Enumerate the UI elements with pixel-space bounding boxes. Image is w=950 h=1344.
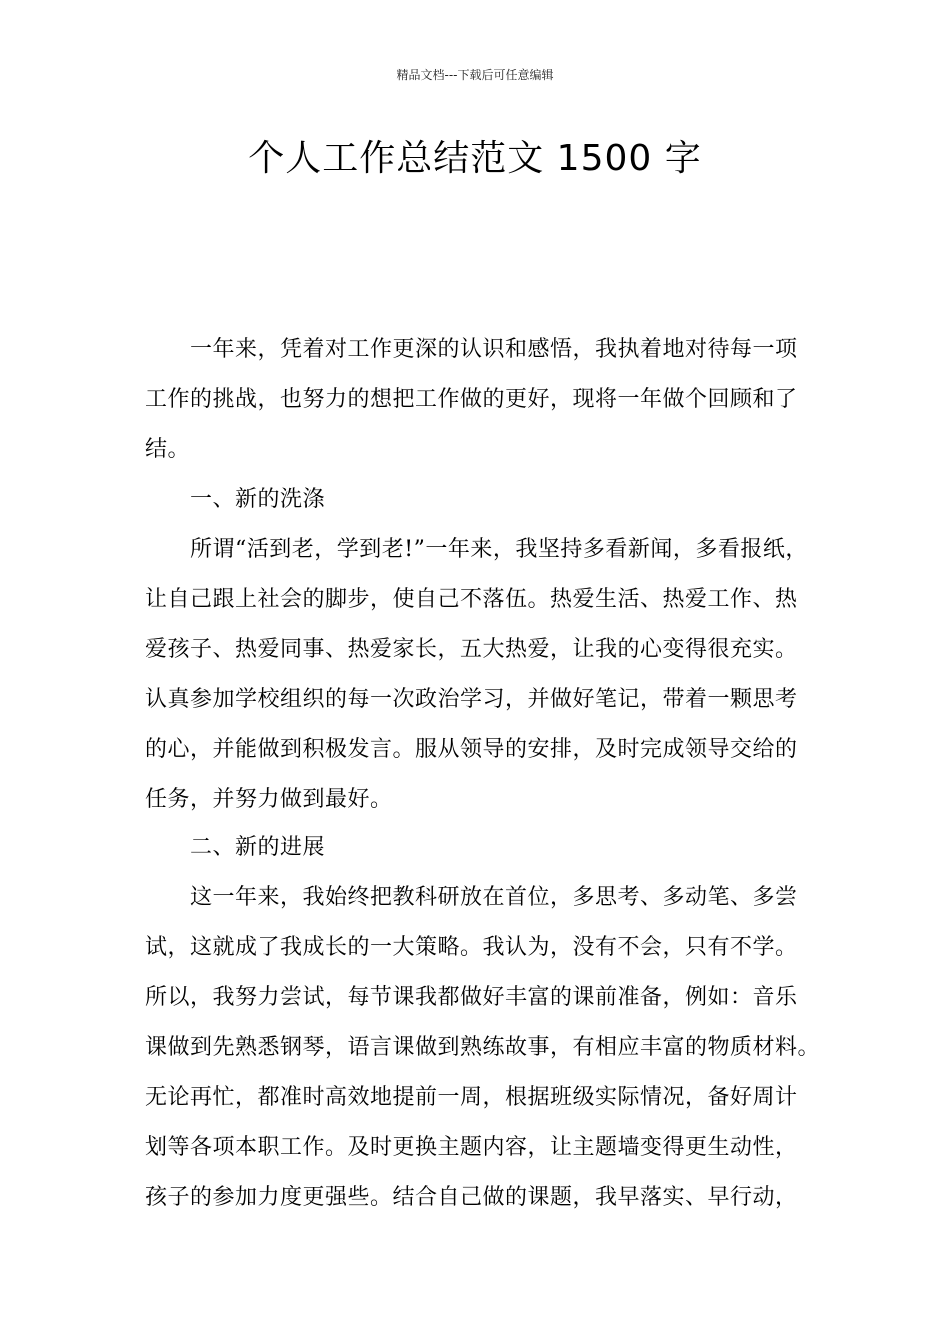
body-line: 认真参加学校组织的每一次政治学习，并做好笔记，带着一颗思考 [145,687,798,712]
body-line: 试，这就成了我成长的一大策略。我认为，没有不会，只有不学。 [145,935,798,960]
body-line: 孩子的参加力度更强些。结合自己做的课题，我早落实、早行动， [145,1185,798,1210]
section-heading: 一、新的洗涤 [190,487,326,512]
body-line: 所以，我努力尝试，每节课我都做好丰富的课前准备，例如：音乐 [145,985,798,1010]
body-line: 任务，并努力做到最好。 [145,787,393,812]
body-line: 爱孩子、热爱同事、热爱家长，五大热爱，让我的心变得很充实。 [145,637,798,662]
body-line: 这一年来，我始终把教科研放在首位，多思考、多动笔、多尝 [190,885,798,910]
header-note: 精品文档---下载后可任意编辑 [396,68,554,82]
body-line: 的心，并能做到积极发言。服从领导的安排，及时完成领导交给的 [145,737,798,762]
body-line: 课做到先熟悉钢琴，语言课做到熟练故事，有相应丰富的物质材料。 [145,1035,821,1060]
section-heading: 二、新的进展 [190,835,326,860]
body-line: 工作的挑战，也努力的想把工作做的更好，现将一年做个回顾和了 [145,387,798,412]
document-title: 个人工作总结范文 1500 字 [248,138,702,179]
body-line: 让自己跟上社会的脚步，使自己不落伍。热爱生活、热爱工作、热 [145,587,798,612]
body-line: 一年来，凭着对工作更深的认识和感悟，我执着地对待每一项 [190,337,798,362]
body-line: 划等各项本职工作。及时更换主题内容，让主题墙变得更生动性， [145,1135,798,1160]
body-line: 结。 [145,437,191,462]
body-line: 无论再忙，都准时高效地提前一周，根据班级实际情况，备好周计 [145,1085,798,1110]
body-line: 所谓“活到老，学到老!”一年来，我坚持多看新闻，多看报纸， [190,537,808,562]
